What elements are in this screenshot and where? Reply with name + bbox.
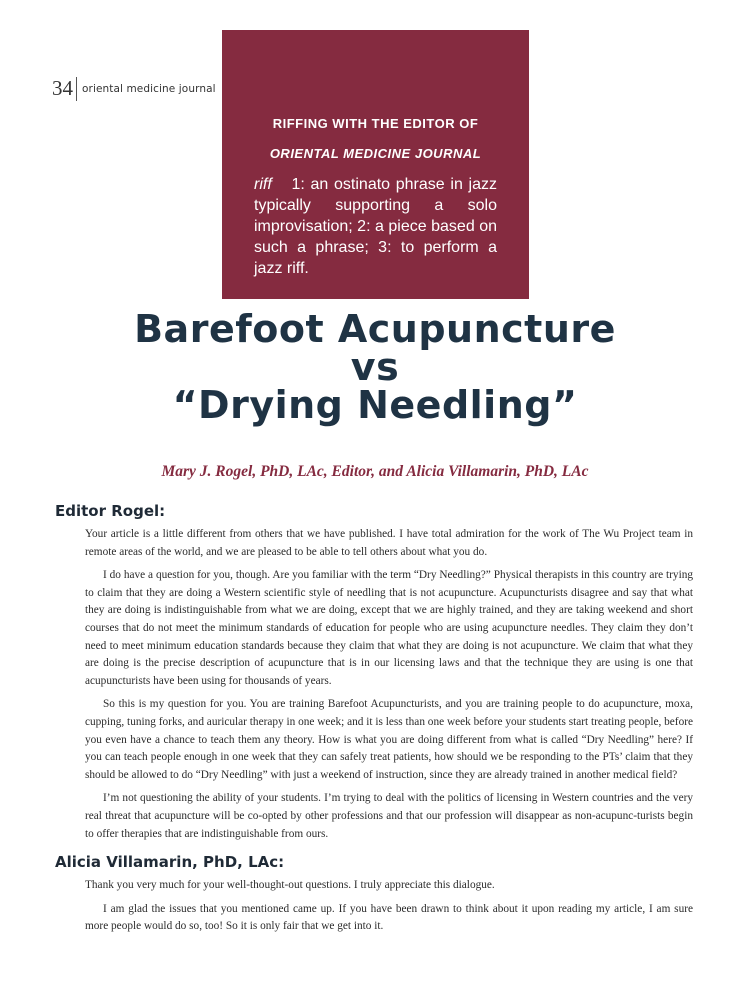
page-number: 34 (52, 76, 73, 100)
riff-definition-box (222, 30, 529, 299)
paragraph: So this is my question for you. You are training Barefoot Acupuncturists, and you are training people to do acupuncture, moxa, cupping, tuning forks, and auricular therapy in one week; and it is less than one week before your students start treating people, before you even have a chance to teach them any theory. How is what you are doing different from what is called “Dry Needling” here? If you can teach people enough in one week that they can safely treat patients, how should we be responding to the PTs’ claim that they should be allowed to do “Dry Needling” with just a weekend of instruction, since they are already trained in another medical field? (85, 698, 693, 781)
title-line-1: Barefoot Acupuncture (134, 307, 616, 351)
header-divider (76, 77, 77, 101)
paragraph: I do have a question for you, though. Are you familiar with the term “Dry Needling?” Physical therapists in this country are trying to claim that they are doing a Western scientific style of needling that is not acupuncture. Acupuncturists disagree and say that what they are doing is indistinguishable from what we are doing, except that we are highly trained, and they are taking weekend and short courses that do not meet the minimum standards of education for people who are using acupuncture needles. They claim they don’t need to meet minimum education standards because they claim that what they are doing is not acupuncture. We claim that what they are doing is the precise description of acupuncture that is in our licensing laws and that the technique they are using is one that acupuncturists have been using for thousands of years. (85, 569, 693, 687)
article-title (0, 307, 750, 427)
section-body-editor (85, 526, 693, 849)
riff-term: riff (254, 176, 272, 193)
paragraph: I’m not questioning the ability of your students. I’m trying to deal with the politics of licensing in Western countries and the very real threat that acupuncture will be co-opted by other professions and that our profession will disappear as non-acupunc-turists begin to offer therapies that are indistinguishable from ours. (85, 792, 693, 840)
paragraph: Your article is a little different from others that we have published. I have total admiration for the work of The Wu Project team in remote areas of the world, and we are pleased to be able to tell others about what you do. (85, 528, 693, 558)
riff-definition-text: 1: an ostinato phrase in jazz typically supporting a solo improvisation; 2: a piece based on such a phrase; 3: to perform a jazz riff. (254, 176, 497, 277)
paragraph: I am glad the issues that you mentioned came up. If you have been drawn to think about it upon reading my article, I am sure more people would do so, too! So it is only fair that we get into it. (85, 902, 693, 933)
title-line-3: “Drying Needling” (172, 383, 578, 427)
page-header (52, 76, 216, 101)
title-line-2: vs (350, 345, 400, 389)
section-body-villamarin (85, 877, 693, 942)
journal-name: oriental medicine journal (82, 82, 216, 95)
byline: Mary J. Rogel, PhD, LAc, Editor, and Alicia Villamarin, PhD, LAc (161, 463, 589, 480)
paragraph: Thank you very much for your well-thought-out questions. I truly appreciate this dialogue. (85, 879, 495, 891)
riff-heading-line2: ORIENTAL MEDICINE JOURNAL (269, 146, 482, 161)
section-heading-editor: Editor Rogel: (55, 502, 166, 520)
riff-heading-line1: RIFFING WITH THE EDITOR OF (272, 116, 479, 131)
riff-definition (254, 174, 497, 279)
section-heading-villamarin: Alicia Villamarin, PhD, LAc: (55, 853, 285, 871)
